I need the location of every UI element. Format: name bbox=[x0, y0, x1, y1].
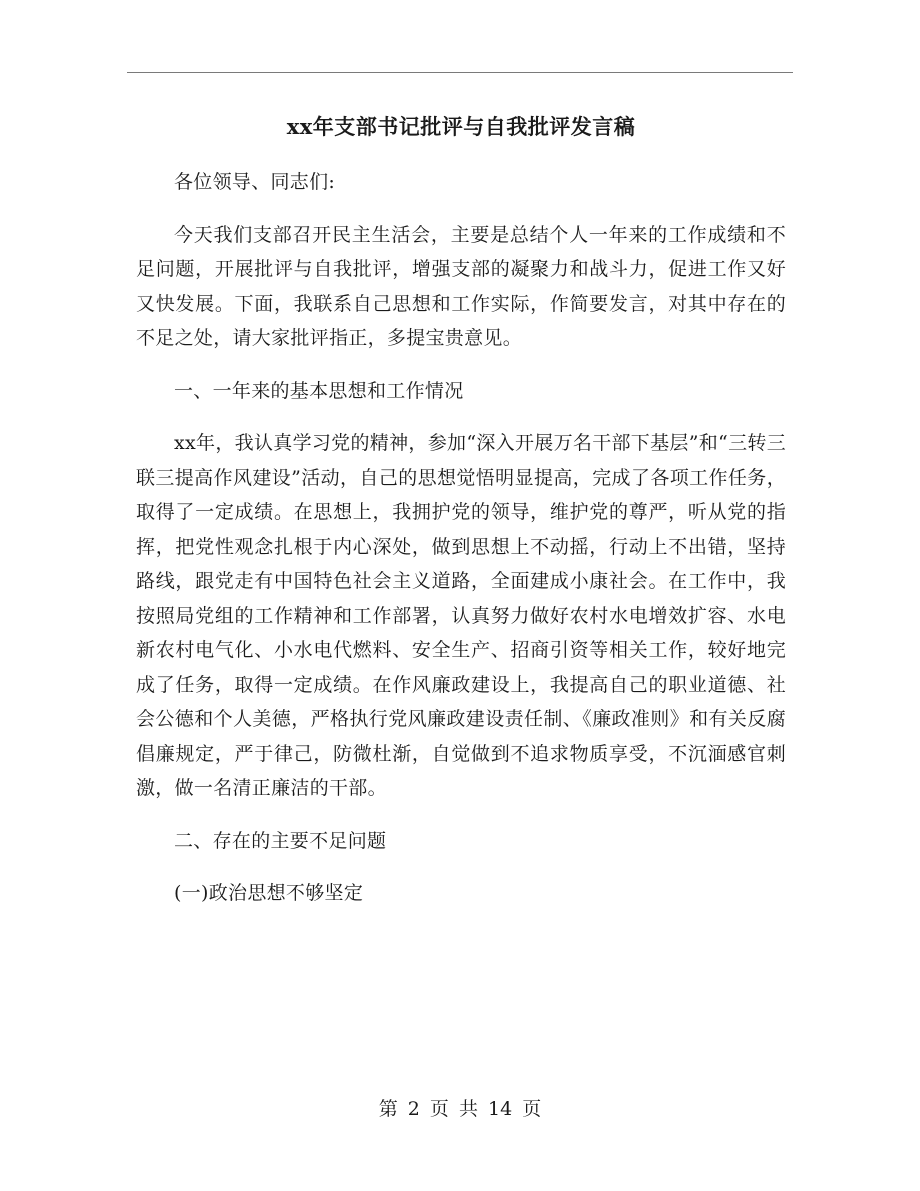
document-title: xx年支部书记批评与自我批评发言稿 bbox=[286, 114, 636, 139]
salutation: 各位领导、同志们: bbox=[174, 171, 336, 193]
subsection-heading-1: (一)政治思想不够坚定 bbox=[174, 882, 364, 904]
section-heading-2: 二、存在的主要不足问题 bbox=[174, 829, 387, 852]
paragraph-intro: 今天我们支部召开民主生活会，主要是总结个人一年来的工作成绩和不足问题，开展批评与自我批评，增强支部的凝聚力和战斗力，促进工作又好又快发展。下面，我联系自己思想和工作实际，作简要发言，对其中存在的不足之处，请大家批评指正，多提宝贵意见。 bbox=[136, 223, 786, 349]
section-heading-1: 一、一年来的基本思想和工作情况 bbox=[174, 379, 464, 402]
page-number: 第 2 页 共 14 页 bbox=[378, 1098, 542, 1120]
paragraph-work-summary: xx年，我认真学习党的精神，参加“深入开展万名干部下基层”和“三转三联三提高作风建设”活动，自己的思想觉悟明显提高，完成了各项工作任务，取得了一定成绩。在思想上，我拥护党的领导，维护党的尊严，听从党的指挥，把党性观念扎根于内心深处，做到思想上不动摇，行动上不出错，坚持路线，跟党走有中国特色社会主义道路，全面建成小康社会。在工作中，我按照局党组的工作精神和工作部署，认真努力做好农村水电增效扩容、水电新农村电气化、小水电代燃料、安全生产、招商引资等相关工作，较好地完成了任务，取得一定成绩。在作风廉政建设上，我提高自己的职业道德、社会公德和个人美德，严格执行党风廉政建设责任制、《廉政准则》和有关反腐倡廉规定，严于律己，防微杜渐，自觉做到不追求物质享受，不沉湎感官刺激，做一名清正廉洁的干部。 bbox=[136, 432, 786, 799]
header-rule bbox=[127, 72, 793, 73]
document-body bbox=[136, 104, 786, 911]
